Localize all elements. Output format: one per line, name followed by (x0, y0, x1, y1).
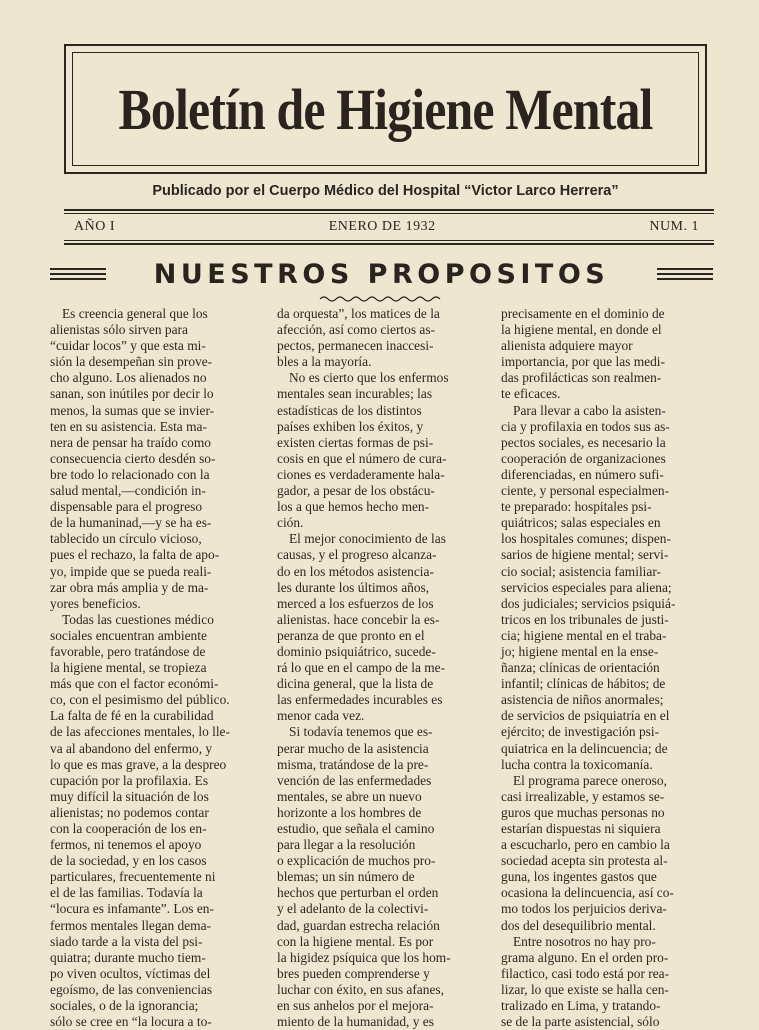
text-line: casi irrealizable, y estamos se- (501, 788, 665, 804)
text-line: pectos, permanecen inaccesi- (277, 338, 434, 354)
article-column-1 (50, 306, 262, 1030)
text-line: zar obra más amplia y de ma- (50, 579, 209, 595)
text-line: fermos mentales llegan dema- (50, 917, 211, 933)
text-line: más que con el factor económi- (50, 676, 219, 692)
text-line: filactico, casi todo está por rea- (501, 965, 670, 981)
text-line: tablecido un círculo vicioso, (50, 531, 202, 547)
text-line: las enfermedades incurables es (277, 692, 443, 708)
text-line: dad, guardan estrecha relación (277, 917, 440, 933)
text-line: yores beneficios. (50, 595, 141, 611)
text-line: diferenciadas, en número sufi- (501, 466, 664, 482)
text-line: po viven ocultos, víctimas del (50, 965, 211, 981)
text-line: bres pueden comprenderse y (277, 965, 430, 981)
text-line: dos del desequilibrio mental. (501, 917, 656, 933)
text-line: grama alguno. En el orden pro- (501, 949, 669, 965)
text-line: miento de la humanidad, y es (277, 1014, 434, 1030)
text-line: estudio, que señala el camino (277, 821, 435, 836)
text-line: co, con el pesimismo del público. (50, 692, 230, 708)
text-line: Todas las cuestiones médico (62, 611, 214, 627)
text-line: menor cada vez. (277, 708, 365, 724)
text-line: quiatra; durante mucho tiem- (50, 949, 206, 965)
text-line: para llegar a la resolución (277, 837, 416, 853)
text-line: misma, tratándose de la pre- (277, 756, 429, 772)
text-line: sólo se cree en “la locura a to- (50, 1014, 212, 1030)
text-line: les durante los últimos años, (277, 579, 430, 595)
text-line: va al abandono del enfermo, y (50, 740, 213, 756)
text-line: Es creencia general que los (62, 306, 208, 321)
text-line: siado tarde a la vista del psi- (50, 933, 203, 949)
text-line: en sus anhelos por el mejora- (277, 998, 434, 1014)
text-line: sociales encuentran ambiente (50, 627, 207, 643)
text-line: sarios de higiene mental; servi- (501, 547, 669, 563)
text-line: cosis en que el número de cura- (277, 450, 447, 466)
text-line: favorable, pero tratándose de (50, 643, 206, 659)
text-line: países exhiben los éxitos, y (277, 418, 424, 434)
headline-row (50, 256, 713, 292)
text-line: nera de pensar ha traído como (50, 434, 211, 450)
text-line: te eficaces. (501, 386, 561, 402)
text-line: egoísmo, de las conveniencias (50, 981, 213, 997)
issue-year: AÑO I (74, 219, 115, 234)
text-line: con la cooperación de los en- (50, 821, 207, 836)
text-line: con la higiene mental. Es por (277, 933, 434, 949)
text-line: No es cierto que los enfermos (289, 370, 449, 386)
issue-date: ENERO DE 1932 (328, 219, 436, 234)
text-line: se de la parte asistencial, sólo (501, 1014, 660, 1030)
wavy-divider (318, 294, 442, 304)
headline-right-ornament (657, 265, 713, 283)
text-line: o explicación de muchos pro- (277, 853, 436, 869)
text-line: ciente, y personal especialmen- (501, 483, 670, 499)
text-line: salud mental,—condición in- (50, 483, 206, 499)
text-line: la higiene mental, se tropieza (50, 660, 207, 676)
text-line: precisamente en el dominio de (501, 306, 665, 321)
text-line: estadísticas de los distintos (277, 402, 422, 418)
text-line: ciones es verdaderamente hala- (277, 466, 445, 482)
top-rule-thin (64, 213, 714, 214)
text-line: particulares, frecuentemente ni (50, 869, 216, 885)
text-line: sociedad acepta sin protesta al- (501, 853, 668, 869)
text-line: sociales, o de la ignorancia; (50, 998, 199, 1014)
top-rule (64, 209, 714, 211)
text-line: jo; higiene mental en la ense- (501, 643, 659, 659)
text-line: vención de las enfermedades (277, 772, 432, 788)
text-line: tricos en los tribunales de justi- (501, 611, 669, 627)
text-line: causas, y el progreso alcanza- (277, 547, 437, 563)
text-line: a escucharlo, pero en cambio la (501, 837, 670, 853)
text-line: mentales sean incurables; las (277, 386, 433, 402)
text-line: dominio psiquiátrico, sucede- (277, 643, 436, 659)
text-line: quiatrica en la delincuencia; de (501, 740, 668, 756)
text-line: ción. (277, 515, 304, 531)
text-line: los a que hemos hecho men- (277, 499, 430, 515)
text-line: Si todavía tenemos que es- (289, 724, 433, 740)
text-line: peranza de que pronto en el (277, 627, 425, 643)
text-line: El mejor conocimiento de las (289, 531, 446, 547)
text-line: quiátricos; salas especiales en (501, 515, 661, 531)
text-line: el de las familias. Todavía la (50, 885, 203, 901)
text-line: guros que muchas personas no (501, 804, 665, 820)
text-line: ejército; de investigación psi- (501, 724, 660, 740)
text-line: de la sociedad, y en los casos (50, 853, 207, 869)
text-line: ten en su asistencia. Esta ma- (50, 418, 207, 434)
text-line: los hospitales comunes; dispen- (501, 531, 671, 547)
text-line: consecuencia cierto desdén so- (50, 450, 216, 466)
text-line: importancia, por que las medi- (501, 354, 665, 370)
text-line: fermos, ni tenemos el apoyo (50, 837, 202, 853)
text-line: alienistas. hace concebir la es- (277, 611, 440, 627)
text-line: cia y profilaxia en todos sus as- (501, 418, 670, 434)
text-line: lizar, lo que existe se halla cen- (501, 981, 669, 997)
publisher-line: Publicado por el Cuerpo Médico del Hospital “Victor Larco Herrera” (152, 183, 619, 199)
text-line: dispensable para el progreso (50, 499, 203, 515)
text-line: luchar con éxito, en sus afanes, (277, 981, 444, 997)
text-line: ñanza; clínicas de orientación (501, 660, 660, 676)
headline-left-ornament (50, 265, 106, 283)
text-line: la higiene mental, en donde el (501, 322, 662, 338)
text-line: lucha contra la toxicomanía. (501, 756, 653, 772)
text-line: rá lo que en el campo de la me- (277, 660, 446, 676)
article-column-2 (277, 306, 491, 1030)
text-line: yo, impide que se pueda reali- (50, 563, 212, 579)
text-line: menos, la sumas que se invier- (50, 402, 215, 418)
text-line: cia; higiene mental en el traba- (501, 627, 667, 643)
article-column-3 (501, 306, 714, 1030)
text-line: lo que es mas grave, a la despreo (50, 756, 227, 772)
text-line: El programa parece oneroso, (513, 772, 667, 788)
text-line: hechos que perturban el orden (277, 885, 439, 901)
text-line: infantil; clínicas de hábitos; de (501, 676, 666, 692)
text-line: “locura es infamante”. Los en- (50, 901, 214, 917)
text-line: merced a los esfuerzos de los (277, 595, 434, 611)
text-line: perar mucho de la asistencia (277, 740, 429, 756)
issue-info (74, 219, 699, 235)
text-line: Para llevar a cabo la asisten- (513, 402, 666, 418)
text-line: cooperación de organizaciones (501, 450, 666, 466)
text-line: do en los métodos asistencia- (277, 563, 434, 579)
text-line: la higidez psíquica que los hom- (277, 949, 451, 965)
text-line: servicios especiales para aliena; (501, 579, 672, 595)
text-line: La falta de fé en la curabilidad (50, 708, 214, 724)
text-line: de la humaninad,—y se ha es- (50, 515, 212, 531)
text-line: guna, los ingentes gastos que (501, 869, 657, 885)
issue-number: NUM. 1 (649, 219, 699, 234)
text-line: das profilácticas son realmen- (501, 370, 662, 386)
text-line: muy difícil la situación de los (50, 788, 209, 804)
text-line: ocasiona la delincuencia, así co- (501, 885, 674, 901)
text-line: dicina general, que la lista de (277, 676, 434, 692)
text-line: “cuidar locos” y que esta mi- (50, 338, 206, 354)
text-line: da orquesta”, los matices de la (277, 306, 440, 321)
text-line: cupación por la profilaxia. Es (50, 772, 209, 788)
text-line: dos judiciales; servicios psiquiá- (501, 595, 676, 611)
text-line: asistencia de niños anormales; (501, 692, 664, 708)
text-line: tralizado en Lima, y tratando- (501, 998, 661, 1014)
text-line: blemas; un sin número de (277, 869, 415, 885)
article-headline: NUESTROS PROPOSITOS (153, 258, 610, 290)
text-line: horizonte a los hombres de (277, 804, 422, 820)
issue-rule-thin (64, 240, 714, 241)
text-line: existen ciertas formas de psi- (277, 434, 434, 450)
text-line: cio social; asistencia familiar- (501, 563, 661, 579)
text-line: gador, a pesar de los obstácu- (277, 483, 435, 499)
text-line: cho alguno. Los alienados no (50, 370, 207, 386)
text-line: bles a la mayoría. (277, 354, 372, 370)
text-line: mentales, se abre un nuevo (277, 788, 422, 804)
text-line: afección, así como ciertos as- (277, 322, 436, 338)
masthead-frame (64, 44, 707, 174)
text-line: pectos sociales, es necesario la (501, 434, 666, 450)
text-line: de servicios de psiquiatría en el (501, 708, 670, 724)
text-line: alienista adquiere mayor (501, 338, 633, 354)
masthead-title: Boletín de Higiene Mental (118, 76, 653, 142)
text-line: pues el rechazo, la falta de apo- (50, 547, 220, 563)
text-line: te preparado: hospitales psi- (501, 499, 652, 515)
text-line: estarían dispuestas ni siquiera (501, 821, 661, 836)
text-line: alienistas; no podemos contar (50, 804, 209, 820)
text-line: alienistas sólo sirven para (50, 322, 188, 338)
text-line: de las afecciones mentales, lo lle- (50, 724, 230, 740)
text-line: bre todo lo relacionado con la (50, 466, 210, 482)
text-line: sanan, son inútiles por decir lo (50, 386, 214, 402)
text-line: sión la desempeñan sin prove- (50, 354, 213, 370)
text-line: mo todos los perjuicios deriva- (501, 901, 667, 917)
text-line: y el adelanto de la colectivi- (277, 901, 429, 917)
issue-rule (64, 243, 714, 245)
masthead-inner-frame (72, 52, 699, 166)
text-line: Entre nosotros no hay pro- (513, 933, 656, 949)
